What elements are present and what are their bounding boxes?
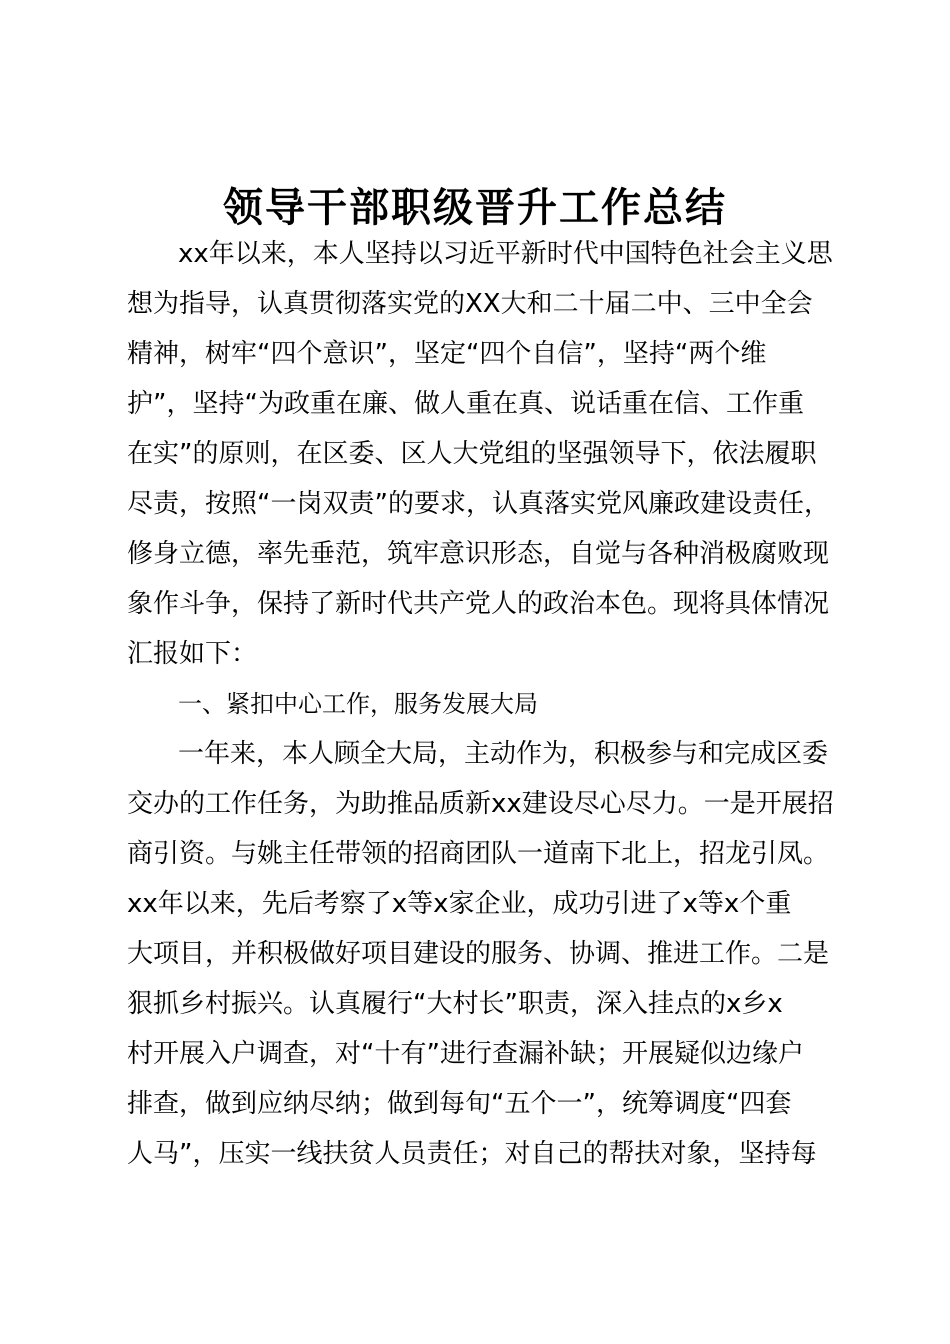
section-heading: 一、紧扣中心工作，服务发展大局 xyxy=(178,690,538,718)
paragraph-2-line: 大项目，并积极做好项目建设的服务、协调、推进工作。二是 xyxy=(127,939,830,969)
paragraph-1-line: 护”，坚持“为政重在廉、做人重在真、说话重在信、工作重 xyxy=(127,389,804,419)
paragraph-2-line: 交办的工作任务，为助推品质新xx建设尽心尽力。一是开展招 xyxy=(127,789,834,819)
paragraph-2-line: 商引资。与姚主任带领的招商团队一道南下北上，招龙引凤。 xyxy=(127,839,830,869)
paragraph-1-line: 精神，树牢“四个意识”，坚定“四个自信”，坚持“两个维 xyxy=(127,339,767,369)
document-title: 领导干部职级晋升工作总结 xyxy=(223,184,727,231)
paragraph-1-line: 想为指导，认真贯彻落实党的XX大和二十届二中、三中全会 xyxy=(127,289,813,319)
paragraph-2-line: 狠抓乡村振兴。认真履行“大村长”职责，深入挂点的x乡x xyxy=(127,989,783,1019)
paragraph-1-line: 在实”的原则，在区委、区人大党组的坚强领导下，依法履职 xyxy=(127,439,817,469)
paragraph-1-line: 汇报如下： xyxy=(127,639,258,669)
paragraph-1-line: 修身立德，率先垂范，筑牢意识形态，自觉与各种消极腐败现 xyxy=(127,539,830,569)
paragraph-2-line: 一年来，本人顾全大局，主动作为，积极参与和完成区委 xyxy=(178,739,829,769)
paragraph-2-line: 人马”，压实一线扶贫人员责任；对自己的帮扶对象，坚持每 xyxy=(127,1139,817,1169)
paragraph-1-line: 象作斗争，保持了新时代共产党人的政治本色。现将具体情况 xyxy=(127,589,830,619)
paragraph-2-line: xx年以来，先后考察了x等x家企业，成功引进了x等x个重 xyxy=(127,889,792,919)
paragraph-2-line: 村开展入户调查，对“十有”进行查漏补缺；开展疑似边缘户 xyxy=(127,1039,804,1069)
paragraph-1-line: 尽责，按照“一岗双责”的要求，认真落实党风廉政建设责任， xyxy=(127,489,830,519)
paragraph-1-line: xx年以来，本人坚持以习近平新时代中国特色社会主义思 xyxy=(178,239,833,269)
paragraph-2-line: 排查，做到应纳尽纳；做到每旬“五个一”，统筹调度“四套 xyxy=(127,1089,792,1119)
